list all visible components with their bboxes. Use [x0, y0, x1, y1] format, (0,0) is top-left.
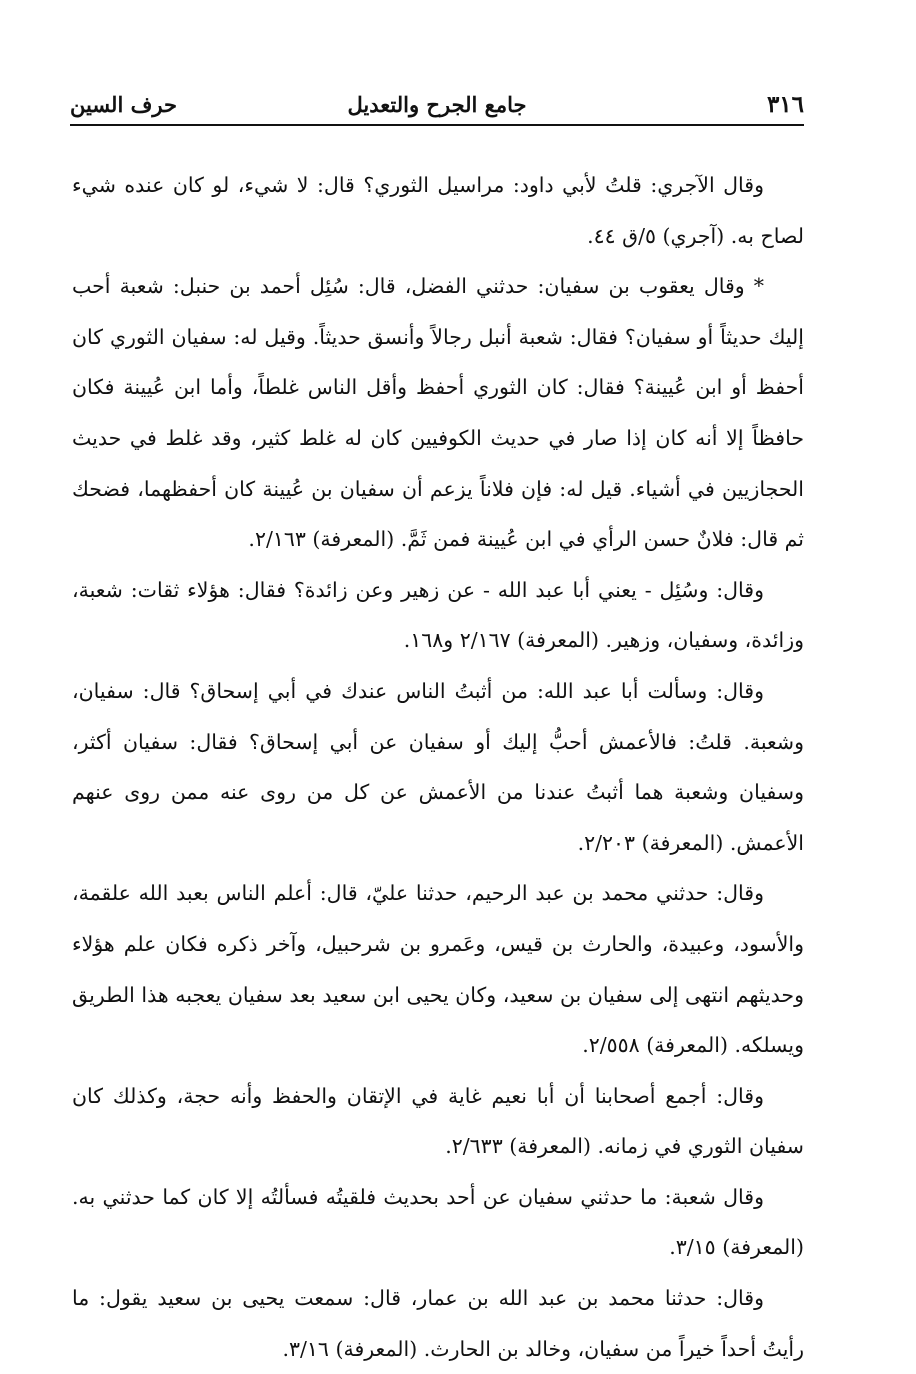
paragraph: وقال: وسُئِل - يعني أبا عبد الله - عن زهير وعن زائدة؟ فقال: هؤلاء ثقات: شعبة، وزائدة، وسفيان، وزهير. (المعرفة) ٢/١٦٧ و١٦٨.	[72, 577, 804, 653]
book-title: جامع الجرح والتعديل	[347, 91, 527, 117]
paragraph: وقال: حدثنا محمد بن عبد الله بن عمار، قال: سمعت يحيى بن سعيد يقول: ما رأيتُ أحداً خيراً من سفيان، وخالد بن الحارث. (المعرفة) ٣/١٦.	[72, 1286, 804, 1361]
page-number: ٣١٦	[766, 90, 804, 118]
paragraph: * وقال يعقوب بن سفيان: حدثني الفضل، قال: سُئِل أحمد بن حنبل: شعبة أحب إليك حديثاً أو سفيان؟ فقال: شعبة أنبل رجالاً وأنسق حديثاً. وقيل له: سفيان الثوري كان أحفظ أو ابن عُيينة؟ فقال: كان الثوري أحفظ وأقل الناس غلطاً، وأما ابن عُيينة فكان حافظاً إلا أنه كان إذا صار في حديث الكوفيين كان له غلط كثير، وقد غلط في حديث الحجازيين في أشياء. قيل له: فإن فلاناً يزعم أن سفيان بن عُيينة كان أحفظهما، فضحك ثم قال: فلانٌ حسن الرأي في ابن عُيينة فمن ثَمَّ. (المعرفة) ٢/١٦٣.	[72, 274, 804, 552]
paragraph: وقال: وسألت أبا عبد الله: من أثبتُ الناس عندك في أبي إسحاق؟ قال: سفيان، وشعبة. قلتُ: فالأعمش أحبُّ إليك أو سفيان عن أبي إسحاق؟ فقال: سفيان أكثر، وسفيان وشعبة هما أثبتُ عندنا من الأعمش عن كل من روى عنه ممن روى عنهم الأعمش. (المعرفة) ٢/٢٠٣.	[72, 678, 804, 855]
paragraph: وقال شعبة: ما حدثني سفيان عن أحد بحديث فلقيتُه فسألتُه إلا كان كما حدثني به. (المعرفة) ٣/١٥.	[72, 1184, 804, 1260]
paragraph: وقال الآجري: قلتُ لأبي داود: مراسيل الثوري؟ قال: لا شيء، لو كان عنده شيء لصاح به. (آجري) ٥/ق ٤٤.	[72, 173, 804, 248]
paragraph: وقال: حدثني محمد بن عبد الرحيم، حدثنا عليّ، قال: أعلم الناس بعبد الله علقمة، والأسود، وعبيدة، والحارث بن قيس، وعَمرو بن شرحبيل، وآخر ذكره فكان علم هؤلاء وحديثهم انتهى إلى سفيان بن سعيد، وكان يحيى ابن سعيد بعد سفيان يعجبه هذا الطريق ويسلكه. (المعرفة) ٢/٥٥٨.	[72, 881, 804, 1058]
section-title: حرف السين	[70, 91, 177, 117]
running-header	[70, 84, 804, 126]
body-text	[72, 160, 804, 1374]
paragraph: وقال: أجمع أصحابنا أن أبا نعيم غاية في الإتقان والحفظ وأنه حجة، وكذلك كان سفيان الثوري في زمانه. (المعرفة) ٢/٦٣٣.	[72, 1083, 804, 1159]
